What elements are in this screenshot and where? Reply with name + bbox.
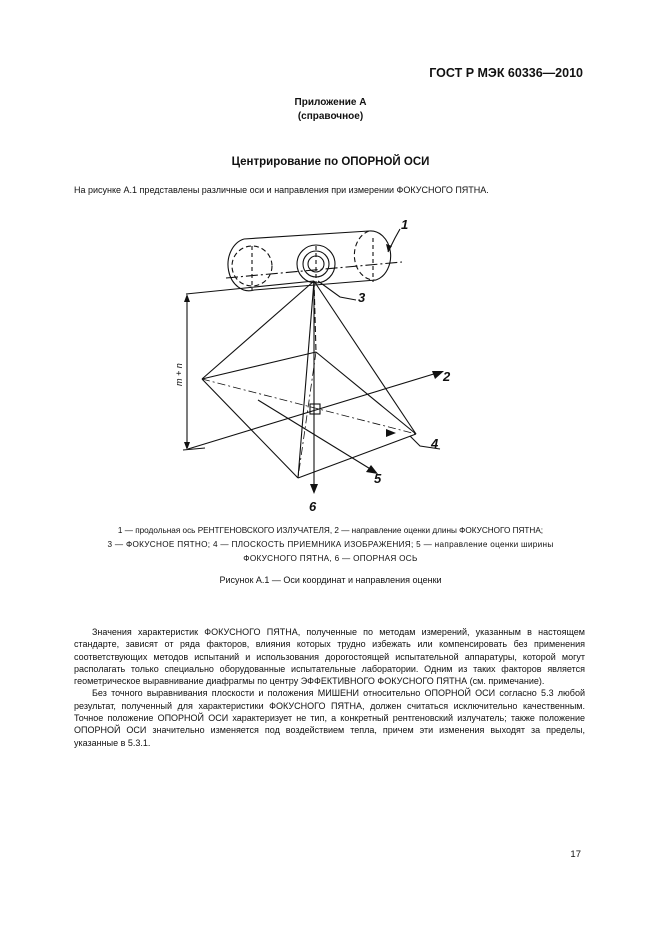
- label-4: 4: [431, 436, 439, 451]
- body-text: [74, 626, 585, 749]
- figure-caption: Рисунок А.1 — Оси координат и направления оценки: [219, 575, 442, 585]
- section-title: Центрирование по ОПОРНОЙ ОСИ: [231, 156, 430, 168]
- page-number: 17: [570, 849, 581, 860]
- intro-paragraph: На рисунке А.1 представлены различные оси и направления при измерении ФОКУСНОГО ПЯТНА.: [74, 185, 489, 195]
- legend-line-1: 1 — продольная ось РЕНТГЕНОВСКОГО ИЗЛУЧАТЕЛЯ, 2 — направление оценки длины ФОКУСНОГО ПЯТНА;: [117, 526, 544, 535]
- standard-number: ГОСТ Р МЭК 60336—2010: [429, 66, 583, 80]
- paragraph-1: Значения характеристик ФОКУСНОГО ПЯТНА, полученные по методам измерений, указанным в настоящем стандарте, зависят от ряда факторов, влияния которых трудно избежать или компенсировать без применения соответствующих методов испытаний и использования дорогостоящей испытательной аппаратуры, которой могут располагать только специально оборудованные испытательные лаборатории. Одним из таких факторов является геометрическое выравнивание диафрагмы по центру ЭФФЕКТИВНОГО ФОКУСНОГО ПЯТНА (см. примечание).: [74, 627, 585, 687]
- paragraph-2: Без точного выравнивания плоскости и положения МИШЕНИ относительно ОПОРНОЙ ОСИ согласно 5.3 любой результат, полученный для характеристики ФОКУСНОГО ПЯТНА, должен считаться исключительно качественным. Точное положение ОПОРНОЙ ОСИ характеризует не тип, а конкретный рентгеновский излучатель; также положение ОПОРНОЙ ОСИ значительно изменяется под воздействием тепла, причем эти изменения выходят за пределы, указанные в 5.3.1.: [74, 688, 585, 748]
- annex-title: Приложение А: [294, 97, 367, 108]
- figure-legend: [60, 524, 601, 566]
- label-6: 6: [309, 499, 317, 514]
- annex-note: (справочное): [297, 111, 364, 122]
- label-5: 5: [374, 471, 382, 486]
- legend-line-3: ФОКУСНОГО ПЯТНА, 6 — ОПОРНАЯ ОСЬ: [243, 554, 418, 563]
- label-1: 1: [401, 217, 409, 232]
- label-2: 2: [443, 369, 451, 384]
- pyramid-drawing: [202, 281, 416, 478]
- legend-line-2: 3 — ФОКУСНОЕ ПЯТНО; 4 — ПЛОСКОСТЬ ПРИЕМНИКА ИЗОБРАЖЕНИЯ; 5 — направление оценки ширины: [107, 540, 554, 549]
- dimension-label: m + n: [174, 363, 184, 386]
- label-3: 3: [358, 290, 366, 305]
